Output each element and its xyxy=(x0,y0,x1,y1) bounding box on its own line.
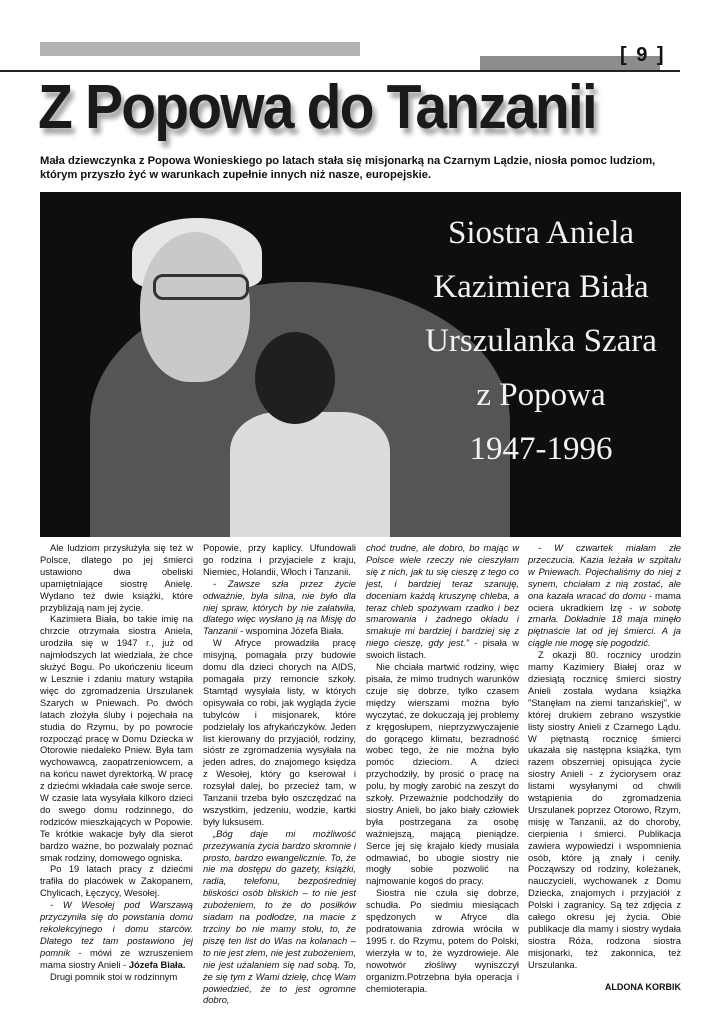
quote-aside: mama ociera ukradkiem łzę - xyxy=(528,590,681,613)
text-column-2 xyxy=(203,543,356,1007)
quote-attribution: - mówi ze wzruszeniem mama siostry Anieli - xyxy=(40,947,193,970)
article-body xyxy=(40,543,681,1006)
letter-quote: „Bóg daje mi możliwość przeżywania życia bardzo skromnie i prosto, bardzo ewangelicznie. To, że nie ma dostępu do gazety, książki, radia, telefonu, bezpośredniej bliskości osób bliskich – to nie jest zubożeniem, to że do posiłków siadam na podłodze, na macie z trzciny bo nie mamy stołu, to, że piszę ten list do Was na kolanach – to nie jest złem, nie jest zubożeniem, nie jest użalaniem się nad sobą. To, że się tym z Wami dzielę, chcę Wam powiedzieć, że to jest ogromne dobro, xyxy=(203,828,356,1006)
photo-glasses xyxy=(153,274,249,300)
quote-text: - Zawsze szła przez życie odważnie, była silna, nie było dla niej spraw, których by nie załatwiła, dlatego więc wysłano ją na Misję do Tanzanii xyxy=(203,578,356,637)
paragraph: Popowie, przy kaplicy. Ufundowali go rodzina i przyjaciele z kraju, Niemiec, Holandii, Włoch i Tanzanii. xyxy=(203,543,356,577)
quote-speaker: Józefa Biała. xyxy=(128,959,186,970)
paragraph xyxy=(528,543,681,650)
quote-text: w sobotę zmarła. Dokładnie 18 maja minęło piętnaście lat od jej śmierci. A ja ciągle nie mogę się pogodzić. xyxy=(528,602,681,649)
paragraph: Z okazji 80. rocznicy urodzin mamy Kazimiery Białej oraz w dziesiątą rocznicę śmierci siostry Anieli została wydana książka "Stanęłam na ziemi tanzańskiej", w której drukiem zebrano wszystkie listy siostry Anieli z Czarnego Lądu. W piętnastą rocznicę śmierci ukazała się następna książka, tym razem obszerniej opisująca życie siostry Anieli - z życiorysem oraz listami wysyłanymi od chwili wstąpienia do zgromadzenia Urszulanek poprzez Otorowo, Rzym, misję w Tanzanii, aż do choroby, cierpienia i śmierci. Publikacja zawiera wypowiedzi i wspomnienia osób, które ją znały i ceniły. Począwszy od rodziny, koleżanek, nauczycieli, wychowanek z Domu Dziecka, znajomych i przyjaciół z Polski i zagranicy. Są też zdjęcia z całego okresu jej życia. Obie publikacje dla mamy i siostry wydała siostra Róża, rodzona siostra misjonarki, też zakonnica, też Urszulanka. xyxy=(528,650,681,970)
text-column-1 xyxy=(40,543,193,984)
text-column-4 xyxy=(528,543,681,994)
header-bar-left xyxy=(40,42,360,56)
photo-child-face xyxy=(255,332,335,424)
paragraph: Nie chciała martwić rodziny, więc pisała, że mimo trudnych warunków czuje się dobrze, tylko czasem między wierszami można było wyczytać, że dokuczają jej problemy z kręgosłupem, nieprzyzwyczajenie do gorącego klimatu, bezradność wobec tego, że nie można było pomóc dzieciom. A dzieci przychodziły, by prosić o pracę na polu, by mogły zarobić na zeszyt do szkoły. Przeważnie podchodziły do siostry Anieli, bo jako biały człowiek była postrzegana za osobę ważniejszą, mającą pieniądze. Serce jej się krajało kiedy musiała odmawiać, bo ubogie siostry nie mogły sobie pozwolić na najmowanie kogoś do pracy. xyxy=(366,662,519,887)
quote-text: - W czwartek miałam złe przeczucia. Kazia leżała w szpitalu w Pniewach. Pojechaliśmy do niej z synem, chciałam z nią zostać, ale ona kazała wracać do domu - xyxy=(528,543,681,601)
photo-nun-face xyxy=(140,232,250,382)
quote-text: - W Wesołej pod Warszawą przyczyniła się do powstania domu rekolekcyjnego i domu starców. Dlatego też tam postawiono jej pomnik xyxy=(40,900,193,958)
caption-line: 1947-1996 xyxy=(469,431,613,467)
paragraph: Siostra nie czuła się dobrze, schudła. Po siedmiu miesiącach spędzonych w Afryce dla podratowania zdrowia wróciła w 1995 r. do Rzymu, potem do Polski, wierzyła w to, że wyzdrowieje. Ale nowotwór złośliwy wyniszczył organizm.Potrzebna była operacja i chemioterapia. xyxy=(366,888,519,994)
paragraph xyxy=(366,543,519,662)
paragraph: Po 19 latach pracy z dziećmi trafiła do placówek w Zakopanem, Chylicach, Łęczycy, Wesołej. xyxy=(40,864,193,899)
author-byline: ALDONA KORBIK xyxy=(604,981,681,992)
paragraph xyxy=(203,579,356,639)
quote-attribution: - wspomina Józefa Biała. xyxy=(240,626,344,637)
paragraph xyxy=(40,900,193,971)
paragraph: Kazimiera Biała, bo takie imię na chrzcie otrzymała siostra Aniela, urodziła się w 1947 r., już od najmłodszych lat wiedziała, że chce służyć Bogu. Po ukończeniu liceum w Lesznie i zdaniu matury wstąpiła więc do zgromadzenia Urszulanek Szarych w Pniewach. Po dwóch latach złożyła śluby i pojechała na studia do Rzymu, by po powrocie rozpocząć pracę w Domu Dziecka w Otorowie niedaleko Pniew. Była tam wychowawcą, zaopatrzeniowcem, a na końcu nawet dyrektorką. W pracę z dziećmi wkładała całe swoje serce. W czasie lata wysyłała kilkoro dzieci do swego domu rodzinnego, do rodziców mieszkających w Popowie. Te krótkie wakacje były dla sierot bardzo ważne, bo pozwalały poznać smak rodziny, domowego ogniska. xyxy=(40,614,193,863)
photo-caption xyxy=(406,206,676,476)
caption-line: Kazimiera Biała xyxy=(433,269,649,305)
article-photo xyxy=(40,192,681,537)
caption-line: Urszulanka Szara xyxy=(425,323,657,359)
paragraph: W Afryce prowadziła pracę misyjną, pomagała przy budowie domu dla dzieci chorych na AIDS, pomagała przy remoncie szkoły. Stamtąd wysyłała listy, w których opisywała co robi, jak wygląda życie tubylców i misjonarek, które podzielały los afrykańczyków. Jeden list kierowany do przyjaciół, rodziny, sióstr ze zgromadzenia wysyłała na jeden adres, do znajomego księdza z Wesołej, który go kserował i rozsyłał dalej, bo przecież tam, w Tanzanii trzeba było oszczędzać na wszystkim, jedzeniu, wodzie, kartki były luksusem. xyxy=(203,638,356,827)
caption-line: Siostra Aniela xyxy=(447,215,635,251)
article-lead: Mała dziewczynka z Popowa Wonieskiego po latach stała się misjonarką na Czarnym Lądzie, niosła pomoc ludziom, którym przyszło żyć w warunkach zupełnie innych niż nasze, europejskie. xyxy=(40,155,656,181)
quote-attribution: - pisała w swoich listach. xyxy=(366,638,519,661)
article-title: Z Popowa do Tanzanii xyxy=(38,73,596,142)
text-column-3 xyxy=(366,543,519,995)
page-number: [ 9 ] xyxy=(620,44,666,66)
paragraph: Drugi pomnik stoi w rodzinnym xyxy=(50,971,178,982)
letter-quote: choć trudne, ale dobro, bo mając w Polsce wiele rzeczy nie cieszyłam się z nich, jak tu się cieszę z tego co jest, i bardziej teraz szanuję, doceniam każdą kruszynę chleba, a teraz chleb spożywam rzadko i bez smarowania i żadnego okładu i smakuje mi bardziej i bardziej się z niego cieszę, gdy jest.” xyxy=(366,543,519,649)
caption-line: z Popowa xyxy=(476,377,606,413)
photo-child-body xyxy=(230,412,390,537)
paragraph: Ale ludziom przysłużyła się też w Polsce, dlatego po jej śmierci ustawiono dwa obeliski upamiętniające siostrę Anielę. Wydano też dwie książki, które przybliżają nam jej życie. xyxy=(40,543,193,613)
